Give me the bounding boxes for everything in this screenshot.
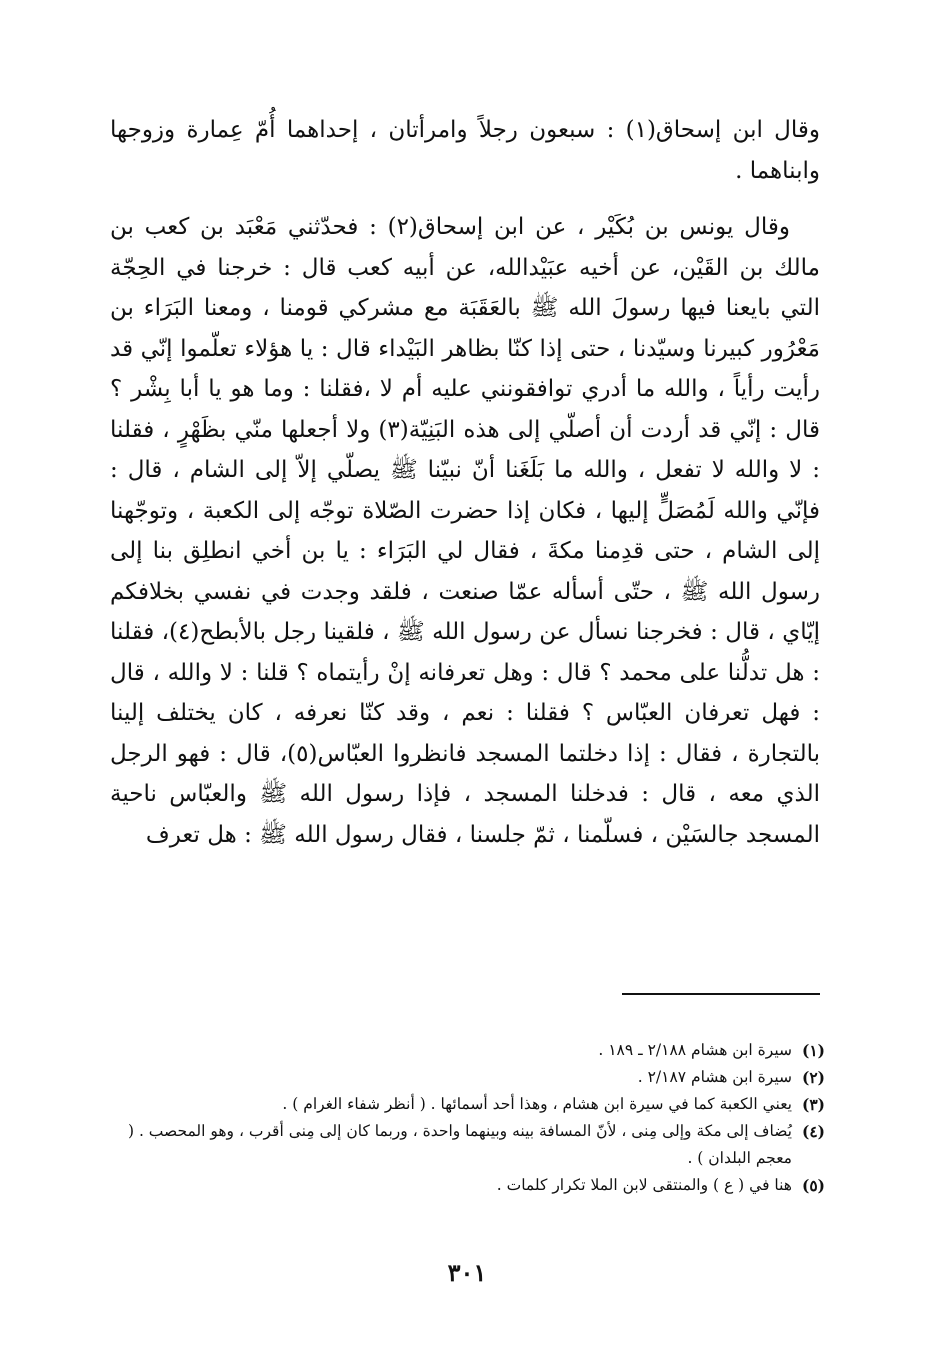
main-text: [110, 110, 820, 855]
footnote-text: سيرة ابن هشام ٢/١٨٨ ـ ١٨٩ .: [598, 1041, 792, 1059]
footnote: [110, 1091, 825, 1118]
footnote-number: (٤): [801, 1122, 825, 1141]
footnote: [110, 1037, 825, 1064]
footnote-number: (٢): [801, 1068, 825, 1087]
paragraph: وقال ابن إسحاق(١) : سبعون رجلاً وامرأتان ، إحداهما أُمّ عِمارة وزوجها وابناهما .: [110, 117, 820, 184]
footnote-text: يعني الكعبة كما في سيرة ابن هشام ، وهذا أحد أسمائها . ( أنظر شفاء الغرام ) .: [282, 1095, 792, 1113]
footnote: [110, 1064, 825, 1091]
footnote-separator: [622, 993, 820, 995]
footnote: [110, 1172, 825, 1199]
footnote-text: يُضاف إلى مكة وإلى مِنى ، لأنّ المسافة بينه وبينهما واحدة ، وربما كان إلى مِنى أقرب ، وهو المحصب . ( معجم البلدان ) .: [127, 1122, 792, 1167]
footnote-text: هنا في ( ع ) والمنتقى لابن الملا تكرار كلمات .: [496, 1176, 792, 1194]
page-number: ٣٠١: [447, 1258, 487, 1287]
footnote-number: (١): [801, 1041, 825, 1060]
footnote-text: سيرة ابن هشام ٢/١٨٧ .: [637, 1068, 792, 1086]
paragraph: وقال يونس بن بُكَيْر ، عن ابن إسحاق(٢) : فحدّثني مَعْبَد بن كعب بن مالك بن القَيْن، عن أخيه عبَيْدالله، عن أبيه كعب قال : خرجنا في الحِجّة التي بايعنا فيها رسولَ الله ﷺ بالعَقَبَة مع مشركي قومنا ، ومعنا البَرَاء بن مَعْرُور كبيرنا وسيّدنا ، حتى إذا كنّا بظاهر البَيْداء قال : يا هؤلاء تعلّموا إنّي قد رأيت رأياً ، والله ما أدري توافقونني عليه أم لا ،فقلنا : وما هو يا أبا بِشْر ؟ قال : إنّي قد أردت أن أصلّي إلى هذه البَنِيّة(٣) ولا أجعلها منّي بظَهْرٍ ، فقلنا : لا والله لا تفعل ، والله ما بَلَغَنا أنّ نبيّنا ﷺ يصلّي إلاّ إلى الشام ، قال : فإنّي والله لَمُصَلٍّ إليها ، فكان إذا حضرت الصّلاة توجّه إلى الكعبة ، وتوجّهنا إلى الشام ، حتى قدِمنا مكةَ ، فقال لي البَرَاء : يا بن أخي انطلِق بنا إلى رسول الله ﷺ ، حتّى أسأله عمّا صنعت ، فلقد وجدت في نفسي بخلافكم إيّاي ، قال : فخرجنا نسأل عن رسول الله ﷺ ، فلقينا رجل بالأبطح(٤)، فقلنا : هل تدلُّنا على محمد ؟ قال : وهل تعرفانه إنْ رأيتماه ؟ قلنا : لا والله ، قال : فهل تعرفان العبّاس ؟ فقلنا : نعم ، وقد كنّا نعرفه ، كان يختلف إلينا بالتجارة ، فقال : إذا دخلتما المسجد فانظروا العبّاس(٥)، قال : فهو الرجل الذي معه ، قال : فدخلنا المسجد ، فإذا رسول الله ﷺ والعبّاس ناحية المسجد جالسَيْن ، فسلّمنا ، ثمّ جلسنا ، فقال رسول الله ﷺ : هل تعرف: [110, 214, 821, 848]
footnote-number: (٣): [801, 1095, 825, 1114]
footnote-number: (٥): [801, 1176, 825, 1195]
footnote: [110, 1118, 825, 1172]
footnotes: [110, 1037, 825, 1199]
